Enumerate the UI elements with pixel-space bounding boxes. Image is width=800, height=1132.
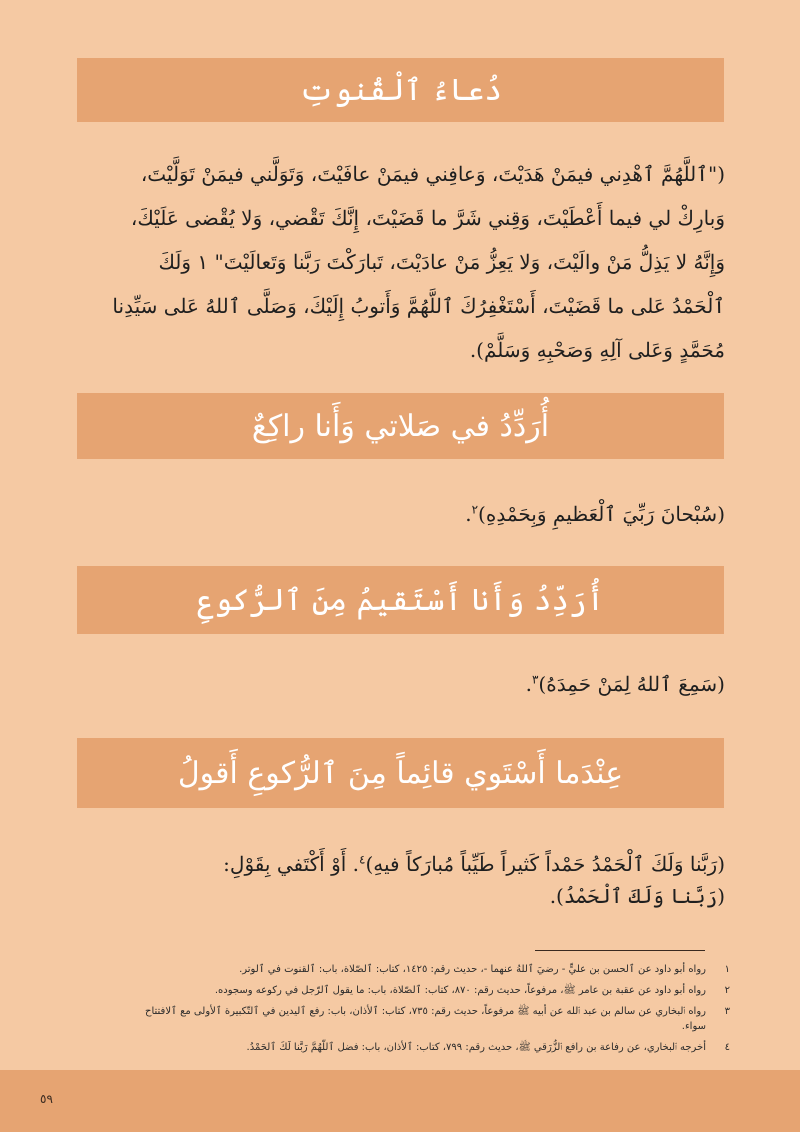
standing-line-2: (رَبَّنا وَلَكَ ٱلْحَمْدُ). [549, 884, 725, 908]
footnote-number: ١ [724, 964, 730, 975]
standing-text-a: (رَبَّنا وَلَكَ ٱلْحَمْدُ حَمْداً كَثيراً طَيِّباً مُبارَكاً فيهِ) [365, 852, 725, 876]
ruku-dhikr-text: (سُبْحانَ رَبِّيَ ٱلْعَظيمِ وَبِحَمْدِهِ) [478, 502, 725, 526]
footnote-ref: ٤ [359, 852, 366, 867]
heading-qunut [77, 58, 724, 122]
page-footer [0, 1070, 800, 1132]
footnote-item [140, 1040, 730, 1055]
footnote-ref: ٣ [531, 672, 539, 687]
heading-ruku [77, 393, 724, 459]
standing-text-b: . أَوْ أَكْتَفي بِقَوْلِ: [223, 852, 360, 876]
rise-dhikr-text: (سَمِعَ ٱللهُ لِمَنْ حَمِدَهُ) [538, 672, 725, 696]
footnote-divider [535, 950, 705, 951]
footnote-item [140, 983, 730, 998]
footnote-text: رواه ٱلبخاري عن سالم بن عبد ٱلله عن أبيه ﷺ مرفوعاً، حديث رقم: ٧٣٥، كتاب: ٱلأذان، باب: رفع ٱليدين في ٱلتّكبيرة ٱلأولى مع ٱلافتتاح سواء. [145, 1006, 706, 1032]
qunut-line: ("ٱللَّهُمَّ ٱهْدِني فيمَنْ هَدَيْتَ، وَعافِني فيمَنْ عافَيْتَ، وَتَوَلَّني فيمَنْ تَوَلَّيْتَ، [140, 162, 725, 186]
footnote-number: ٢ [724, 985, 730, 996]
standing-dhikr [78, 848, 725, 912]
footnote-item [140, 962, 730, 977]
qunut-line: ٱلْحَمْدُ عَلى ما قَضَيْتَ، أَسْتَغْفِرُكَ ٱللَّهُمَّ وَأَتوبُ إِلَيْكَ، وَصَلَّى ٱللهُ عَلى سَيِّدِنا [112, 294, 725, 318]
footnote-text: رواه أبو داود عن ٱلحسن بن عليٍّ - رضيَ ٱللهُ عنهما -، حديث رقم: ١٤٢٥، كتاب: ٱلصّلاة، باب: ٱلقنوت في ٱلوتر. [239, 964, 706, 975]
heading-qunut-text: دُعاءُ ٱلْقُنوتِ [299, 72, 502, 108]
footnote-text: أخرجه ٱلبخاري، عن رفاعة بن رافع ٱلزُّرَقي ﷺ، حديث رقم: ٧٩٩، كتاب: ٱلأذان، باب: فضل ٱللّهُمَّ رَبَّنا لَكَ ٱلحَمْدُ. [246, 1042, 706, 1053]
footnote-ref: ٢ [471, 502, 479, 517]
page-number: ٥٩ [40, 1092, 53, 1106]
heading-rise-text: أُرَدِّدُ وَأَنا أَسْتَقيمُ مِنَ ٱلرُّكوعِ [196, 582, 605, 618]
heading-standing-text: عِنْدَما أَسْتَوي قائِماً مِنَ ٱلرُّكوعِ أَقولُ [177, 755, 624, 791]
qunut-dua-text [78, 152, 725, 372]
standing-line-1 [78, 848, 725, 880]
heading-standing [77, 738, 724, 808]
qunut-line: مُحَمَّدٍ وَعَلى آلِهِ وَصَحْبِهِ وَسَلَّمْ). [469, 338, 725, 362]
footnote-number: ٤ [724, 1042, 730, 1053]
rise-dhikr [78, 668, 725, 700]
footnote-text: رواه أبو داود عن عقبة بن عامر ﷺ، مرفوعاً، حديث رقم: ٨٧٠، كتاب: ٱلصّلاة، باب: ما يقول ٱلرّجل في ركوعه وسجوده. [214, 985, 706, 996]
ruku-dhikr [78, 498, 725, 530]
ruku-end: . [465, 502, 472, 526]
footnote-number: ٣ [724, 1006, 730, 1017]
footnotes [140, 962, 730, 1061]
heading-rise [77, 566, 724, 634]
qunut-line: وَبارِكْ لي فيما أَعْطَيْتَ، وَقِني شَرَّ ما قَضَيْتَ، إِنَّكَ تَقْضي، وَلا يُقْضى عَلَيْكَ، [130, 206, 725, 230]
qunut-line: وَإِنَّهُ لا يَذِلُّ مَنْ والَيْتَ، وَلا يَعِزُّ مَنْ عادَيْتَ، تَبارَكْتَ رَبَّنا وَتَعالَيْتَ" ١ وَلَكَ [158, 250, 725, 274]
rise-end: . [525, 672, 532, 696]
footnote-item [140, 1004, 730, 1034]
heading-ruku-text: أُرَدِّدُ في صَلاتي وَأَنا راكِعٌ [251, 408, 550, 444]
